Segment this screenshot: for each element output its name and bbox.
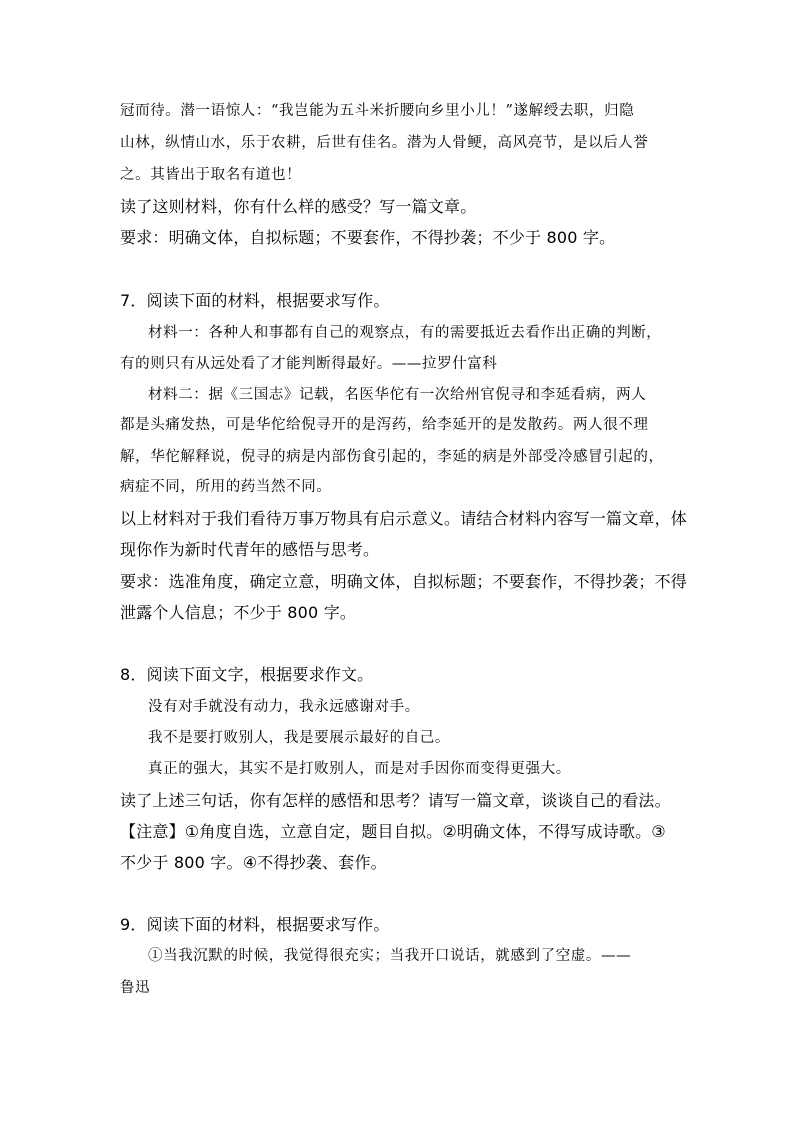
material-line: 鲁迅 bbox=[120, 980, 151, 996]
quote-line: 真正的强大，其实不是打败别人，而是对手因你而变得更强大。 bbox=[148, 761, 571, 777]
writing-prompt: 读了这则材料，你有什么样的感受？写一篇文章。 bbox=[120, 197, 477, 216]
material-line: 材料二：据《三国志》记载，名医华佗有一次给州官倪寻和李延看病，两人 bbox=[148, 387, 647, 403]
quote-line: 我不是要打败别人，我是要展示最好的自己。 bbox=[148, 730, 450, 746]
material-line: 之。其皆出于取名有道也！ bbox=[120, 167, 302, 183]
writing-prompt: 现你作为新时代青年的感悟与思考。 bbox=[120, 540, 380, 559]
material-line: 材料一：各种人和事都有自己的观察点，有的需要抵近去看作出正确的判断， bbox=[148, 325, 662, 341]
question-9-title: 9．阅读下面的材料，根据要求写作。 bbox=[120, 915, 390, 934]
material-line: 有的则只有从远处看了才能判断得最好。——拉罗什富科 bbox=[120, 356, 498, 372]
attention-note: 不少于 800 字。④不得抄袭、套作。 bbox=[120, 853, 387, 872]
writing-prompt: 读了上述三句话，你有怎样的感悟和思考？请写一篇文章，谈谈自己的看法。 bbox=[120, 791, 671, 810]
attention-note: 【注意】①角度自选，立意自定，题目自拟。②明确文体，不得写成诗歌。③ bbox=[120, 822, 666, 841]
writing-prompt: 以上材料对于我们看待万事万物具有启示意义。请结合材料内容写一篇文章，体 bbox=[120, 509, 688, 528]
requirements: 泄露个人信息；不少于 800 字。 bbox=[120, 603, 357, 622]
material-line: 病症不同，所用的药当然不同。 bbox=[120, 479, 332, 495]
material-line: 都是头痛发热，可是华佗给倪寻开的是泻药，给李延开的是发散药。两人很不理 bbox=[120, 417, 649, 433]
material-line: 山林，纵情山水，乐于农耕，后世有佳名。潜为人骨鲠，高风亮节，是以后人誉 bbox=[120, 135, 649, 151]
quote-line: 没有对手就没有动力，我永远感谢对手。 bbox=[148, 699, 420, 715]
material-line: 解，华佗解释说，倪寻的病是内部伤食引起的，李延的病是外部受冷感冒引起的， bbox=[120, 449, 664, 465]
requirements: 要求：选准角度，确定立意，明确文体，自拟标题；不要套作，不得抄袭；不得 bbox=[120, 572, 688, 591]
question-7-title: 7．阅读下面的材料，根据要求写作。 bbox=[120, 291, 390, 310]
requirements: 要求：明确文体，自拟标题；不要套作，不得抄袭；不少于 800 字。 bbox=[120, 228, 616, 247]
question-8-title: 8．阅读下面文字，根据要求作文。 bbox=[120, 665, 374, 684]
material-line: ①当我沉默的时候，我觉得很充实；当我开口说话，就感到了空虚。—— bbox=[148, 948, 632, 964]
material-line: 冠而待。潜一语惊人：“我岂能为五斗米折腰向乡里小儿！”遂解绶去职，归隐 bbox=[120, 103, 635, 119]
